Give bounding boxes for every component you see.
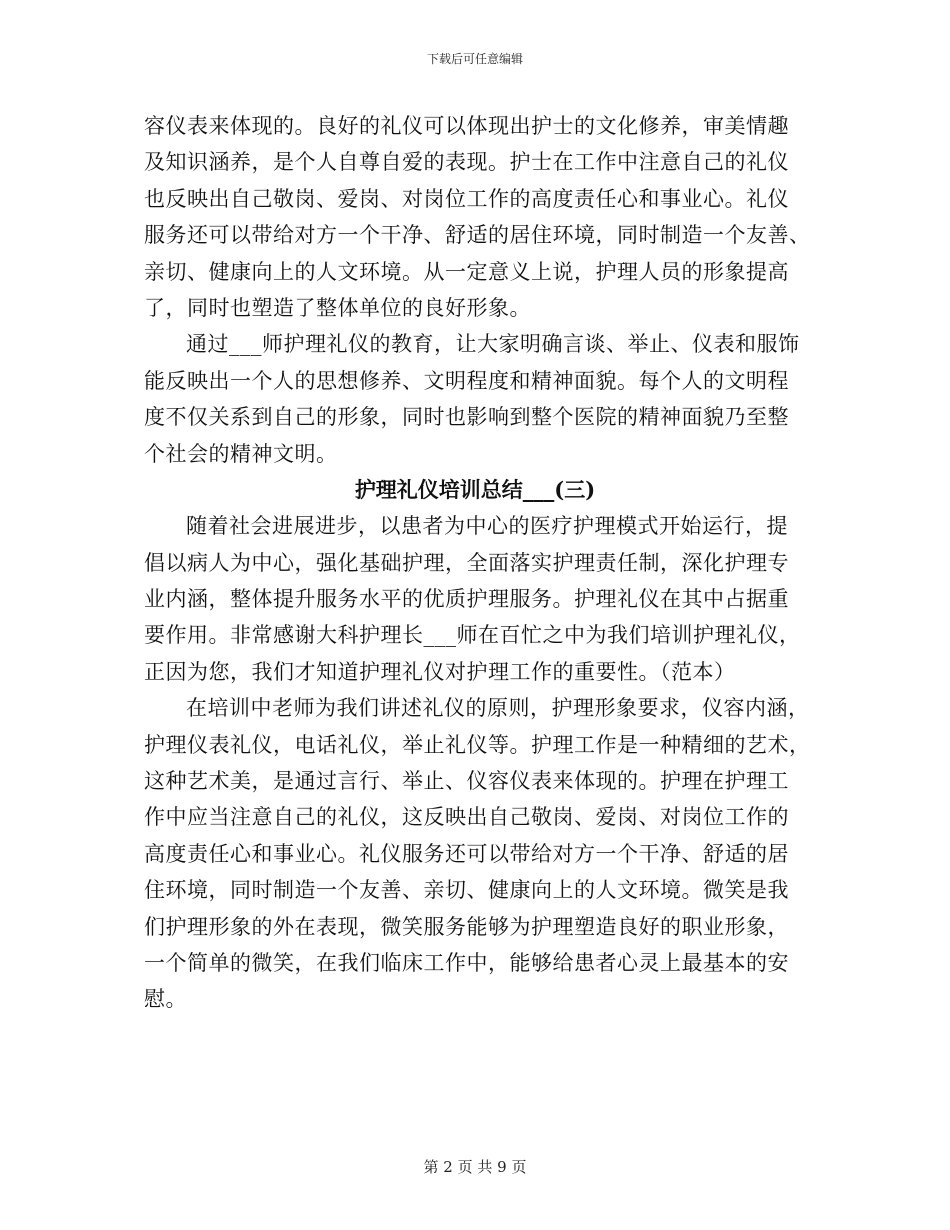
paragraph <box>144 690 811 1018</box>
text-line: 们护理形象的外在表现，微笑服务能够为护理塑造良好的职业形象， <box>144 914 789 939</box>
text-line: 在培训中老师为我们讲述礼仪的原则，护理形象要求，仪容内涵， <box>186 696 810 721</box>
text-line: 正因为您，我们才知道护理礼仪对护理工作的重要性。（范本） <box>144 659 736 684</box>
text-line: 住环境，同时制造一个友善、亲切、健康向上的人文环境。微笑是我 <box>144 878 789 903</box>
text-line: 护理仪表礼仪，电话礼仪，举止礼仪等。护理工作是一种精细的艺术， <box>144 732 811 757</box>
section-heading: 护理礼仪培训总结___(三) <box>354 476 596 502</box>
paragraph <box>144 508 806 690</box>
text-line: 亲切、健康向上的人文环境。从一定意义上说，护理人员的形象提高 <box>144 259 789 284</box>
text-line: 要作用。非常感谢大科护理长___师在百忙之中为我们培训护理礼仪， <box>144 623 801 648</box>
text-line: 业内涵，整体提升服务水平的优质护理服务。护理礼仪在其中占据重 <box>144 587 789 612</box>
text-line: 作中应当注意自己的礼仪，这反映出自己敬岗、爱岗、对岗位工作的 <box>144 805 789 830</box>
text-line: 容仪表来体现的。良好的礼仪可以体现出护士的文化修养，审美情趣 <box>144 114 789 138</box>
text-line: 度不仅关系到自己的形象，同时也影响到整个医院的精神面貌乃至整 <box>144 405 789 430</box>
text-line: 个社会的精神文明。 <box>144 441 338 466</box>
page-header: 下载后可任意编辑 <box>426 52 523 66</box>
text-line: 及知识涵养，是个人自尊自爱的表现。护士在工作中注意自己的礼仪 <box>144 150 789 175</box>
page-footer: 第 2 页 共 9 页 <box>423 1158 527 1176</box>
text-line: 也反映出自己敬岗、爱岗、对岗位工作的高度责任心和事业心。礼仪 <box>144 186 789 211</box>
document-body <box>144 108 811 1018</box>
text-line: 了，同时也塑造了整体单位的良好形象。 <box>144 295 531 320</box>
paragraph <box>144 108 811 326</box>
text-line: 通过___师护理礼仪的教育，让大家明确言谈、举止、仪表和服饰 <box>186 332 800 357</box>
text-line: 高度责任心和事业心。礼仪服务还可以带给对方一个干净、舒适的居 <box>144 841 789 866</box>
text-line: 一个简单的微笑，在我们临床工作中，能够给患者心灵上最基本的安 <box>144 950 789 975</box>
text-line: 能反映出一个人的思想修养、文明程度和精神面貌。每个人的文明程 <box>144 368 789 393</box>
text-line: 服务还可以带给对方一个干净、舒适的居住环境，同时制造一个友善、 <box>144 223 811 248</box>
text-line: 这种艺术美，是通过言行、举止、仪容仪表来体现的。护理在护理工 <box>144 769 789 794</box>
text-line: 慰。 <box>144 987 187 1012</box>
paragraph <box>144 326 806 472</box>
text-line: 随着社会进展进步，以患者为中心的医疗护理模式开始运行，提 <box>186 514 788 539</box>
text-line: 倡以病人为中心，强化基础护理，全面落实护理责任制，深化护理专 <box>144 550 789 575</box>
